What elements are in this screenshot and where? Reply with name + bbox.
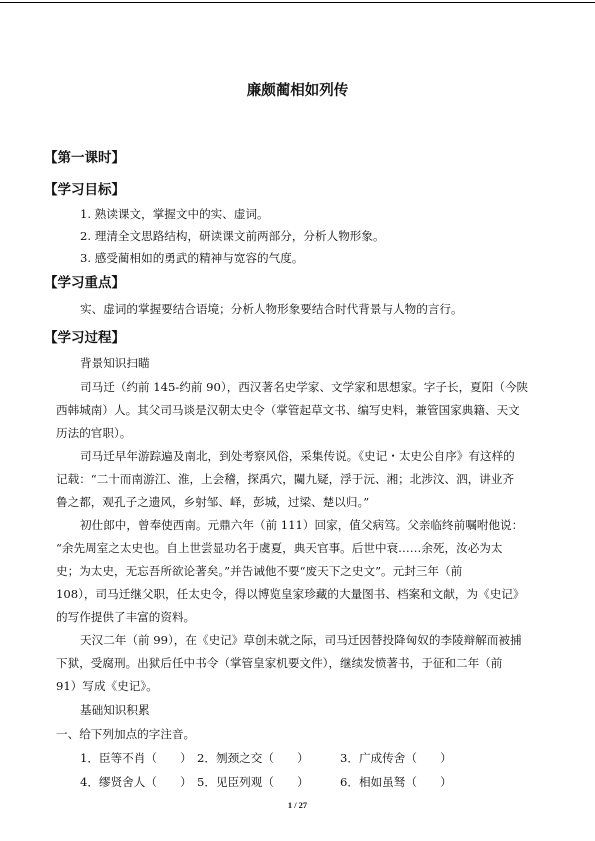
heading-lesson: 【第一课时】 — [44, 150, 125, 166]
heading-goals: 【学习目标】 — [44, 182, 125, 198]
heading-focus: 【学习重点】 — [44, 275, 125, 291]
focus-text: 实、虚词的掌握要结合语境；分析人物形象要结合时代背景与人物的言行。 — [80, 302, 463, 316]
body-line: 91）写成《史记》。 — [56, 679, 158, 693]
body-line: 108），司马迁继父职，任太史令，得以博览皇家珍藏的大量图书、档案和文献，为《史记》 — [56, 587, 525, 601]
page-title: 廉颇蔺相如列传 — [246, 83, 349, 99]
question-item: 2．刎颈之交（ ） — [197, 751, 309, 765]
question-item: 6．相如虽驽（ ） — [340, 775, 452, 789]
body-line: “余先周室之太史也。自上世尝显功名于虞夏，典天官事。后世中衰……余死，汝必为太 — [56, 541, 503, 555]
heading-process: 【学习过程】 — [44, 330, 125, 346]
body-line: 鲁之都，观孔子之遗风，乡射邹、峄，彭城，过梁、楚以归。” — [56, 495, 370, 509]
body-line: 的写作提供了丰富的资料。 — [56, 610, 196, 624]
body-line: 历法的官职）。 — [56, 426, 132, 440]
body-line: 初仕郎中，曾奉使西南。元鼎六年（前 111）回家，值父病笃。父亲临终前嘱咐他说： — [80, 518, 524, 532]
body-line: 司马迁（约前 145-约前 90），西汉著名史学家、文学家和思想家。字子长，夏阳（今陕 — [80, 380, 529, 394]
goal-item: 1. 熟读课文，掌握文中的实、虚词。 — [80, 207, 269, 221]
question-item: 1．臣等不肖（ ） — [80, 751, 192, 765]
subheading: 基础知识积累 — [80, 703, 150, 717]
goal-item: 3. 感受蔺相如的勇武的精神与宽容的气度。 — [80, 251, 304, 265]
body-line: 西韩城南）人。其父司马谈是汉朝太史令（掌管起草文书、编写史料，兼管国家典籍、天文 — [56, 403, 520, 417]
page-number: 1 / 27 — [287, 800, 308, 810]
subheading: 背景知识扫瞄 — [80, 356, 150, 370]
body-line: 下狱，受腐刑。出狱后任中书令（掌管皇家机要文件），继续发愤著书，于征和二年（前 — [56, 656, 503, 670]
question-item: 5．见臣列观（ ） — [197, 775, 309, 789]
goal-item: 2. 理清全文思路结构，研读课文前两部分，分析人物形象。 — [80, 229, 385, 243]
body-line: 记载：“二十而南游江、淮，上会稽，探禹穴，闚九疑，浮于沅、湘；北涉汶、泗，讲业齐 — [56, 472, 515, 486]
body-line: 天汉二年（前 99），在《史记》草创未就之际，司马迁因替投降匈奴的李陵辩解而被捕 — [80, 633, 522, 647]
top-rule — [0, 2, 595, 3]
question-item: 4．缪贤舍人（ ） — [80, 775, 192, 789]
exercise-heading: 一、给下列加点的字注音。 — [56, 727, 196, 741]
question-item: 3．广成传舍（ ） — [340, 751, 452, 765]
body-line: 史；为太史，无忘吾所欲论著矣。”并告诫他不要“废天下之史文”。元封三年（前 — [56, 564, 463, 578]
body-line: 司马迁早年游踪遍及南北，到处考察风俗，采集传说。《史记・太史公自序》有这样的 — [80, 449, 515, 463]
